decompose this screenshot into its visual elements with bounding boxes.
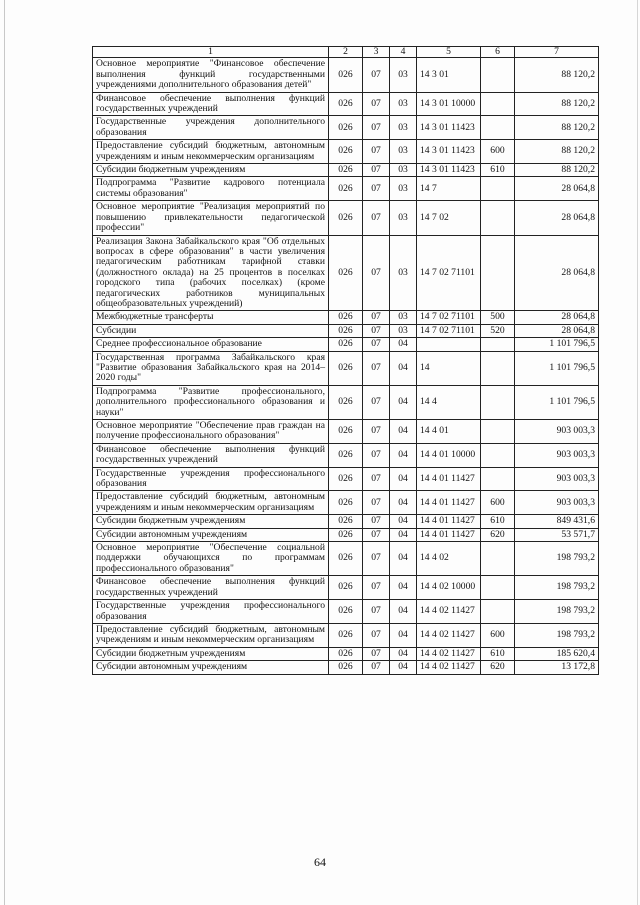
cell-amount: 903 003,3 bbox=[515, 491, 599, 515]
cell-expense-type bbox=[481, 177, 515, 201]
header-cell-name: 1 bbox=[93, 47, 329, 58]
cell-admin-code: 026 bbox=[329, 140, 363, 164]
cell-target-article: 14 7 02 71101 bbox=[417, 235, 481, 311]
cell-target-article: 14 7 02 71101 bbox=[417, 311, 481, 324]
cell-admin-code: 026 bbox=[329, 661, 363, 674]
cell-subsection: 04 bbox=[390, 542, 417, 576]
cell-name: Реализация Закона Забайкальского края "Об отдельных вопросах в сфере образования" в части увеличения педагогическим работникам тарифной ставки (должностного оклада) на 25 процентов в поселках городского типа (рабочих поселках) (кроме педагогических работников муниципальных общеобразовательных учреждений) bbox=[93, 235, 329, 311]
cell-section: 07 bbox=[363, 92, 390, 116]
cell-admin-code: 026 bbox=[329, 235, 363, 311]
cell-admin-code: 026 bbox=[329, 647, 363, 660]
cell-name: Среднее профессиональное образование bbox=[93, 338, 329, 351]
cell-amount: 28 064,8 bbox=[515, 177, 599, 201]
cell-subsection: 04 bbox=[390, 467, 417, 491]
cell-section: 07 bbox=[363, 443, 390, 467]
cell-admin-code: 026 bbox=[329, 324, 363, 337]
cell-subsection: 03 bbox=[390, 58, 417, 92]
cell-amount: 903 003,3 bbox=[515, 467, 599, 491]
table-row bbox=[93, 116, 599, 140]
cell-amount: 1 101 796,5 bbox=[515, 351, 599, 385]
table-row bbox=[93, 420, 599, 444]
cell-name: Субсидии бюджетным учреждениям bbox=[93, 515, 329, 528]
cell-expense-type: 610 bbox=[481, 647, 515, 660]
cell-target-article: 14 4 02 11427 bbox=[417, 623, 481, 647]
table-row bbox=[93, 351, 599, 385]
table-row bbox=[93, 201, 599, 235]
cell-name: Субсидии bbox=[93, 324, 329, 337]
cell-subsection: 03 bbox=[390, 235, 417, 311]
cell-admin-code: 026 bbox=[329, 201, 363, 235]
cell-admin-code: 026 bbox=[329, 58, 363, 92]
header-cell-target: 5 bbox=[417, 47, 481, 58]
cell-section: 07 bbox=[363, 116, 390, 140]
cell-admin-code: 026 bbox=[329, 528, 363, 541]
cell-amount: 1 101 796,5 bbox=[515, 385, 599, 419]
cell-name: Финансовое обеспечение выполнения функций государственных учреждений bbox=[93, 92, 329, 116]
cell-admin-code: 026 bbox=[329, 338, 363, 351]
cell-section: 07 bbox=[363, 515, 390, 528]
cell-name: Подпрограмма "Развитие профессионального, дополнительного профессионального образования и науки" bbox=[93, 385, 329, 419]
cell-amount: 88 120,2 bbox=[515, 58, 599, 92]
cell-target-article: 14 3 01 11423 bbox=[417, 140, 481, 164]
cell-expense-type bbox=[481, 576, 515, 600]
cell-admin-code: 026 bbox=[329, 623, 363, 647]
cell-admin-code: 026 bbox=[329, 576, 363, 600]
cell-name: Межбюджетные трансферты bbox=[93, 311, 329, 324]
cell-amount: 198 793,2 bbox=[515, 623, 599, 647]
cell-section: 07 bbox=[363, 542, 390, 576]
cell-expense-type: 610 bbox=[481, 515, 515, 528]
cell-name: Предоставление субсидий бюджетным, автономным учреждениям и иным некоммерческим организациям bbox=[93, 623, 329, 647]
cell-target-article: 14 4 02 10000 bbox=[417, 576, 481, 600]
cell-admin-code: 026 bbox=[329, 542, 363, 576]
cell-subsection: 03 bbox=[390, 92, 417, 116]
cell-admin-code: 026 bbox=[329, 600, 363, 624]
cell-name: Субсидии автономным учреждениям bbox=[93, 661, 329, 674]
cell-subsection: 04 bbox=[390, 661, 417, 674]
table-header-row bbox=[93, 47, 599, 58]
cell-subsection: 03 bbox=[390, 201, 417, 235]
header-cell-admin: 2 bbox=[329, 47, 363, 58]
header-cell-expense: 6 bbox=[481, 47, 515, 58]
cell-expense-type bbox=[481, 338, 515, 351]
cell-target-article: 14 4 01 11427 bbox=[417, 467, 481, 491]
cell-name: Основное мероприятие "Финансовое обеспечение выполнения функций государственными учреждениями дополнительного образования детей" bbox=[93, 58, 329, 92]
cell-expense-type bbox=[481, 116, 515, 140]
cell-section: 07 bbox=[363, 140, 390, 164]
cell-amount: 185 620,4 bbox=[515, 647, 599, 660]
cell-subsection: 04 bbox=[390, 647, 417, 660]
table-row bbox=[93, 661, 599, 674]
scan-edge-left bbox=[4, 0, 5, 905]
cell-section: 07 bbox=[363, 528, 390, 541]
table-row bbox=[93, 528, 599, 541]
cell-expense-type bbox=[481, 201, 515, 235]
cell-target-article: 14 7 bbox=[417, 177, 481, 201]
cell-admin-code: 026 bbox=[329, 311, 363, 324]
cell-name: Субсидии автономным учреждениям bbox=[93, 528, 329, 541]
cell-expense-type: 520 bbox=[481, 324, 515, 337]
cell-expense-type bbox=[481, 542, 515, 576]
cell-target-article: 14 3 01 10000 bbox=[417, 92, 481, 116]
table-row bbox=[93, 140, 599, 164]
cell-target-article bbox=[417, 338, 481, 351]
table-row bbox=[93, 164, 599, 177]
cell-expense-type bbox=[481, 467, 515, 491]
cell-amount: 198 793,2 bbox=[515, 542, 599, 576]
cell-expense-type bbox=[481, 443, 515, 467]
cell-admin-code: 026 bbox=[329, 420, 363, 444]
cell-amount: 28 064,8 bbox=[515, 235, 599, 311]
cell-amount: 13 172,8 bbox=[515, 661, 599, 674]
cell-target-article: 14 3 01 11423 bbox=[417, 116, 481, 140]
cell-amount: 903 003,3 bbox=[515, 443, 599, 467]
cell-subsection: 03 bbox=[390, 116, 417, 140]
cell-admin-code: 026 bbox=[329, 164, 363, 177]
cell-amount: 198 793,2 bbox=[515, 576, 599, 600]
cell-subsection: 04 bbox=[390, 576, 417, 600]
cell-amount: 53 571,7 bbox=[515, 528, 599, 541]
table-row bbox=[93, 338, 599, 351]
cell-subsection: 04 bbox=[390, 528, 417, 541]
cell-amount: 88 120,2 bbox=[515, 164, 599, 177]
table-row bbox=[93, 623, 599, 647]
cell-subsection: 04 bbox=[390, 600, 417, 624]
cell-section: 07 bbox=[363, 623, 390, 647]
cell-amount: 849 431,6 bbox=[515, 515, 599, 528]
cell-target-article: 14 4 02 11427 bbox=[417, 647, 481, 660]
cell-subsection: 03 bbox=[390, 311, 417, 324]
header-cell-subsection: 4 bbox=[390, 47, 417, 58]
cell-admin-code: 026 bbox=[329, 351, 363, 385]
table-row bbox=[93, 576, 599, 600]
cell-target-article: 14 4 01 10000 bbox=[417, 443, 481, 467]
table-row bbox=[93, 324, 599, 337]
cell-target-article: 14 4 02 bbox=[417, 542, 481, 576]
cell-target-article: 14 7 02 71101 bbox=[417, 324, 481, 337]
cell-section: 07 bbox=[363, 351, 390, 385]
table-row bbox=[93, 177, 599, 201]
cell-target-article: 14 4 bbox=[417, 385, 481, 419]
cell-section: 07 bbox=[363, 235, 390, 311]
cell-section: 07 bbox=[363, 311, 390, 324]
cell-section: 07 bbox=[363, 491, 390, 515]
cell-expense-type bbox=[481, 58, 515, 92]
cell-subsection: 04 bbox=[390, 443, 417, 467]
cell-amount: 903 003,3 bbox=[515, 420, 599, 444]
table-row bbox=[93, 385, 599, 419]
cell-section: 07 bbox=[363, 385, 390, 419]
table-row bbox=[93, 92, 599, 116]
cell-amount: 88 120,2 bbox=[515, 140, 599, 164]
table-row bbox=[93, 542, 599, 576]
cell-subsection: 04 bbox=[390, 420, 417, 444]
cell-expense-type: 620 bbox=[481, 528, 515, 541]
cell-target-article: 14 4 01 11427 bbox=[417, 515, 481, 528]
cell-subsection: 04 bbox=[390, 385, 417, 419]
cell-expense-type: 620 bbox=[481, 661, 515, 674]
cell-expense-type bbox=[481, 420, 515, 444]
table-row bbox=[93, 443, 599, 467]
cell-admin-code: 026 bbox=[329, 385, 363, 419]
cell-subsection: 04 bbox=[390, 623, 417, 647]
cell-section: 07 bbox=[363, 467, 390, 491]
cell-target-article: 14 4 01 bbox=[417, 420, 481, 444]
cell-expense-type: 600 bbox=[481, 623, 515, 647]
cell-admin-code: 026 bbox=[329, 467, 363, 491]
cell-amount: 88 120,2 bbox=[515, 116, 599, 140]
cell-subsection: 03 bbox=[390, 177, 417, 201]
cell-target-article: 14 4 01 11427 bbox=[417, 491, 481, 515]
cell-expense-type bbox=[481, 351, 515, 385]
cell-target-article: 14 7 02 bbox=[417, 201, 481, 235]
cell-name: Основное мероприятие "Реализация мероприятий по повышению привлекательности педагогической профессии" bbox=[93, 201, 329, 235]
cell-target-article: 14 4 02 11427 bbox=[417, 600, 481, 624]
cell-section: 07 bbox=[363, 661, 390, 674]
cell-section: 07 bbox=[363, 338, 390, 351]
cell-expense-type bbox=[481, 385, 515, 419]
cell-subsection: 03 bbox=[390, 164, 417, 177]
cell-name: Финансовое обеспечение выполнения функций государственных учреждений bbox=[93, 443, 329, 467]
cell-section: 07 bbox=[363, 177, 390, 201]
table-row bbox=[93, 311, 599, 324]
table-row bbox=[93, 467, 599, 491]
cell-subsection: 04 bbox=[390, 351, 417, 385]
cell-expense-type bbox=[481, 92, 515, 116]
cell-target-article: 14 3 01 11423 bbox=[417, 164, 481, 177]
cell-name: Государственные учреждения дополнительного образования bbox=[93, 116, 329, 140]
cell-target-article: 14 3 01 bbox=[417, 58, 481, 92]
cell-amount: 28 064,8 bbox=[515, 324, 599, 337]
header-cell-section: 3 bbox=[363, 47, 390, 58]
cell-section: 07 bbox=[363, 600, 390, 624]
cell-expense-type bbox=[481, 235, 515, 311]
cell-amount: 88 120,2 bbox=[515, 92, 599, 116]
budget-table bbox=[92, 46, 599, 675]
cell-amount: 28 064,8 bbox=[515, 201, 599, 235]
header-cell-amount: 7 bbox=[515, 47, 599, 58]
cell-section: 07 bbox=[363, 576, 390, 600]
table-row bbox=[93, 491, 599, 515]
table-row bbox=[93, 235, 599, 311]
cell-subsection: 03 bbox=[390, 140, 417, 164]
cell-amount: 28 064,8 bbox=[515, 311, 599, 324]
cell-admin-code: 026 bbox=[329, 515, 363, 528]
table-row bbox=[93, 515, 599, 528]
cell-expense-type: 500 bbox=[481, 311, 515, 324]
cell-expense-type bbox=[481, 600, 515, 624]
cell-section: 07 bbox=[363, 164, 390, 177]
cell-subsection: 03 bbox=[390, 324, 417, 337]
cell-section: 07 bbox=[363, 324, 390, 337]
cell-subsection: 04 bbox=[390, 338, 417, 351]
cell-name: Субсидии бюджетным учреждениям bbox=[93, 647, 329, 660]
cell-name: Субсидии бюджетным учреждениям bbox=[93, 164, 329, 177]
page-number: 64 bbox=[314, 855, 326, 869]
cell-section: 07 bbox=[363, 201, 390, 235]
cell-name: Предоставление субсидий бюджетным, автономным учреждениям и иным некоммерческим организациям bbox=[93, 140, 329, 164]
cell-admin-code: 026 bbox=[329, 491, 363, 515]
cell-subsection: 04 bbox=[390, 491, 417, 515]
cell-target-article: 14 4 01 11427 bbox=[417, 528, 481, 541]
cell-section: 07 bbox=[363, 420, 390, 444]
table-row bbox=[93, 647, 599, 660]
cell-expense-type: 600 bbox=[481, 491, 515, 515]
cell-admin-code: 026 bbox=[329, 92, 363, 116]
cell-section: 07 bbox=[363, 647, 390, 660]
cell-target-article: 14 4 02 11427 bbox=[417, 661, 481, 674]
scan-edge-right bbox=[637, 0, 638, 905]
cell-name: Основное мероприятие "Обеспечение социальной поддержки обучающихся по программам профессионального образования" bbox=[93, 542, 329, 576]
cell-name: Государственные учреждения профессионального образования bbox=[93, 467, 329, 491]
cell-name: Основное мероприятие "Обеспечение прав граждан на получение профессионального образования" bbox=[93, 420, 329, 444]
cell-name: Подпрограмма "Развитие кадрового потенциала системы образования" bbox=[93, 177, 329, 201]
cell-expense-type: 600 bbox=[481, 140, 515, 164]
cell-name: Государственная программа Забайкальского края "Развитие образования Забайкальского края на 2014–2020 годы" bbox=[93, 351, 329, 385]
cell-admin-code: 026 bbox=[329, 443, 363, 467]
cell-amount: 198 793,2 bbox=[515, 600, 599, 624]
cell-name: Финансовое обеспечение выполнения функций государственных учреждений bbox=[93, 576, 329, 600]
cell-subsection: 04 bbox=[390, 515, 417, 528]
table-row bbox=[93, 600, 599, 624]
cell-name: Предоставление субсидий бюджетным, автономным учреждениям и иным некоммерческим организациям bbox=[93, 491, 329, 515]
cell-amount: 1 101 796,5 bbox=[515, 338, 599, 351]
cell-name: Государственные учреждения профессионального образования bbox=[93, 600, 329, 624]
cell-admin-code: 026 bbox=[329, 116, 363, 140]
cell-admin-code: 026 bbox=[329, 177, 363, 201]
cell-section: 07 bbox=[363, 58, 390, 92]
cell-expense-type: 610 bbox=[481, 164, 515, 177]
cell-target-article: 14 bbox=[417, 351, 481, 385]
table-row bbox=[93, 58, 599, 92]
